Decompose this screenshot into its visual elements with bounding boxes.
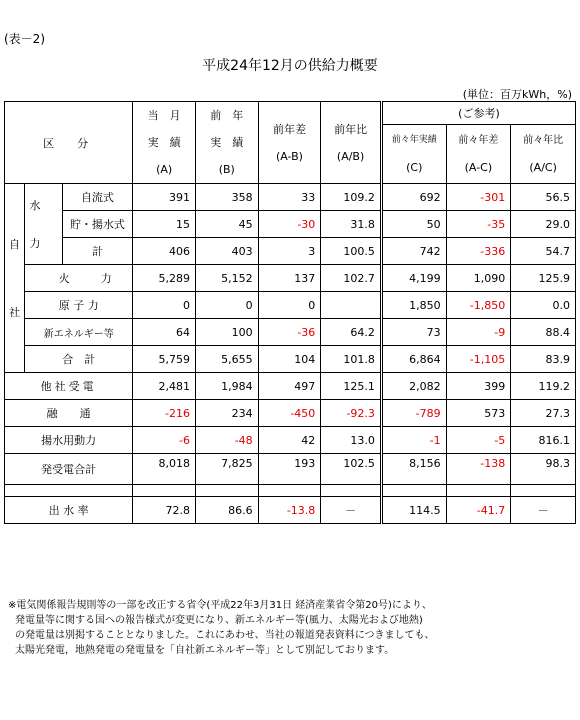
page-title: 平成24年12月の供給力概要: [202, 58, 378, 74]
header-prev-year: 前 年 実 績 (B): [195, 102, 258, 184]
row-label: 合 計: [25, 346, 133, 373]
table-row: 原 子 力 0 0 0 1,850 -1,850 0.0: [5, 292, 576, 319]
table-row: 火 力 5,289 5,152 137 102.7 4,199 1,090 125.9: [5, 265, 576, 292]
footnote: ※電気関係報告規則等の一部を改正する省令(平成22年3月31日 経済産業省令第20号)により、 発電量等に関する国への報告様式が変更になり、新エネルギー等(風力、太陽光および地熱) の発電量は別掲することとなりました。これにあわせ、当社の報道発表資料につきましても、 太陽光発電，地熱発電の発電量を「自社新エネルギー等」として別記しております。: [8, 600, 435, 656]
row-label: 新エネルギー等: [25, 319, 133, 346]
row-label: 貯・揚水式: [62, 211, 133, 238]
table-row: 新エネルギー等 64 100 -36 64.2 73 -9 88.4: [5, 319, 576, 346]
row-label: 計: [62, 238, 133, 265]
table-row: 貯・揚水式 15 45 -30 31.8 50 -35 29.0: [5, 211, 576, 238]
category-header: 区 分: [5, 102, 133, 184]
table-row: 出 水 率 72.8 86.6 -13.8 － 114.5 -41.7 －: [5, 497, 576, 524]
supply-table: [4, 101, 576, 524]
own-group-label: 自 社: [5, 184, 25, 373]
row-label: 揚水用動力: [5, 427, 133, 454]
header-current: 当 月 実 績 (A): [133, 102, 196, 184]
table-label: (表－2): [4, 32, 45, 46]
table-row: 融 通 -216 234 -450 -92.3 -789 573 27.3: [5, 400, 576, 427]
table-row: 他社受電 2,481 1,984 497 125.1 2,082 399 119.2: [5, 373, 576, 400]
header-reference: (ご参考): [381, 102, 575, 125]
hydro-group-label: 水 力: [25, 184, 45, 265]
table-row: 揚水用動力 -6 -48 42 13.0 -1 -5 816.1: [5, 427, 576, 454]
header-diff: 前年差 (A-B): [258, 102, 321, 184]
header-row: [5, 102, 576, 125]
row-label: 発受電合計: [5, 454, 133, 485]
header-prev2-ratio: 前々年比 (A/C): [511, 125, 576, 184]
row-label: 出 水 率: [5, 497, 133, 524]
unit-label: (単位：百万kWh，%): [462, 88, 572, 101]
table-row: 合 計 5,759 5,655 104 101.8 6,864 -1,105 83.9: [5, 346, 576, 373]
row-label: 原 子 力: [25, 292, 133, 319]
header-prev2-diff: 前々年差 (A-C): [446, 125, 511, 184]
table-row: 自 社 水 力 自流式 391 358 33 109.2 692 -301 56.5: [5, 184, 576, 211]
row-label: 火 力: [25, 265, 133, 292]
table-row: 計 406 403 3 100.5 742 -336 54.7: [5, 238, 576, 265]
row-label: 自流式: [62, 184, 133, 211]
table-row: 発受電合計 8,018 7,825 193 102.5 8,156 -138 98.3: [5, 454, 576, 485]
row-label: 融 通: [5, 400, 133, 427]
header-ratio: 前年比 (A/B): [321, 102, 382, 184]
row-label: 他社受電: [5, 373, 133, 400]
header-prev2: 前々年実績 (C): [381, 125, 446, 184]
